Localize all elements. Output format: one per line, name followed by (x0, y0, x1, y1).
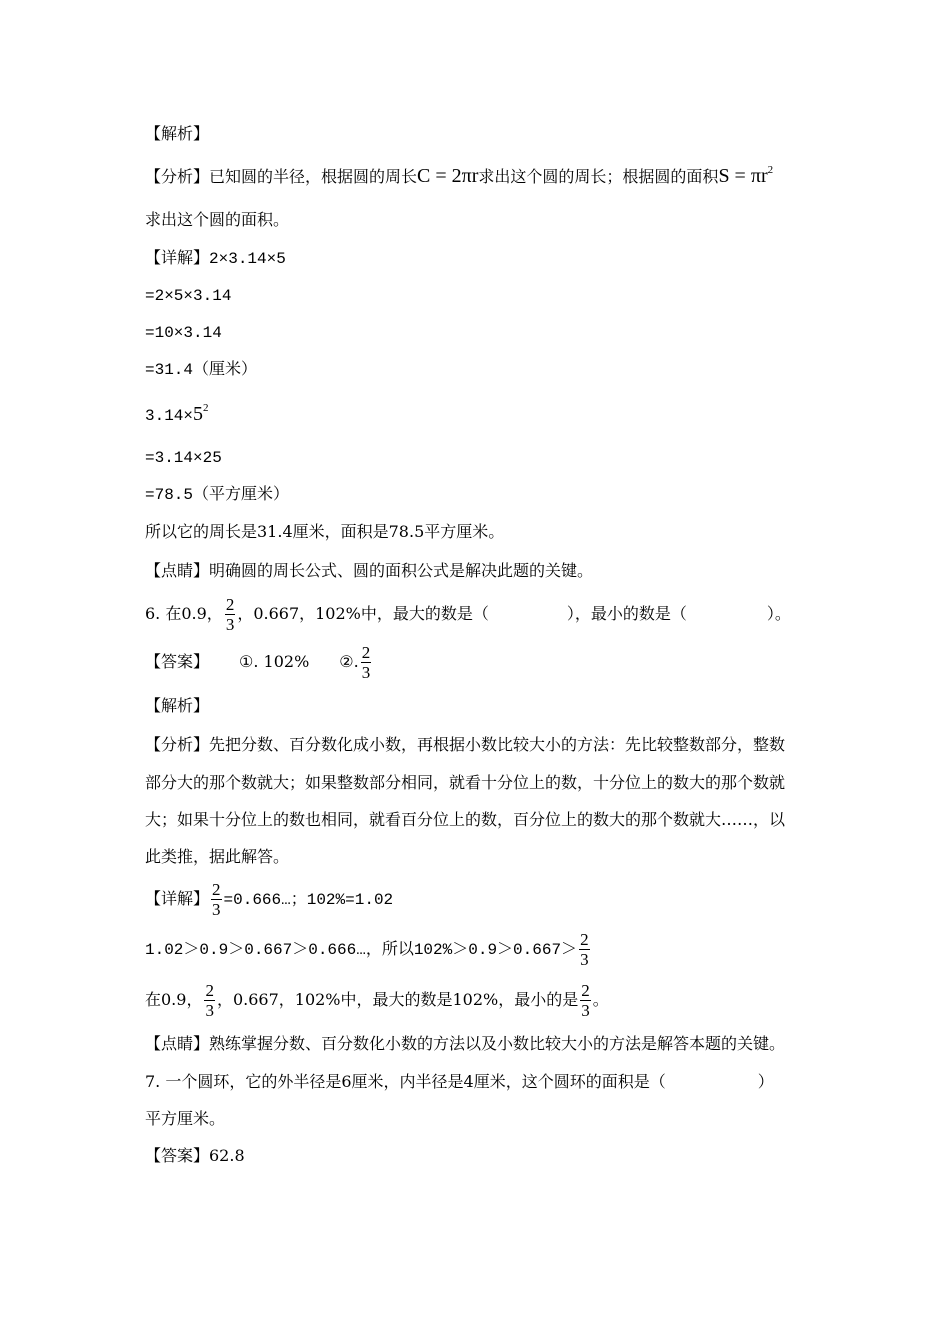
q6-prefix: 6. 在0.9， (145, 604, 223, 623)
q6-conc-2: ，0.667，102%中，最大的数是102%，最小的是 (216, 990, 579, 1009)
q6-fenxi-line-3: 大；如果十分位上的数也相同，就看百分位上的数，百分位上的数大的那个数就大……，以 (145, 810, 786, 829)
area-line (145, 404, 209, 427)
area-start: 3.14× (145, 407, 194, 425)
fenxi-text-1: 已知圆的半径，根据圆的周长 (209, 167, 418, 186)
answer-1: ①. 102% (239, 652, 310, 671)
q6-xiangjie-label: 【详解】 (145, 889, 210, 908)
jiexi-heading-5: 【解析】 (145, 124, 210, 143)
q7-answer: 【答案】62.8 (145, 1146, 245, 1165)
fenxi-label: 【分析】 (145, 167, 210, 186)
fenxi-text-2: 求出这个圆的周长；根据圆的面积 (478, 167, 719, 186)
q6-frac-den: 3 (225, 615, 235, 634)
q7-line-1b: ） (757, 1072, 774, 1091)
q6-rest-1: ，0.667，102%中，最大的数是（ (237, 604, 489, 623)
q6-frac-num: 2 (225, 595, 235, 614)
q6-fenxi-line-2: 部分大的那个数就大；如果整数部分相同，就看十分位上的数，十分位上的数大的那个数就 (145, 773, 786, 792)
q7-line-2: 平方厘米。 (145, 1109, 226, 1128)
xiangjie-label: 【详解】 (145, 248, 210, 267)
q6-xiangjie-text: =0.666…；102%=1.02 (223, 891, 394, 909)
answer-label: 【答案】 (145, 652, 210, 671)
area-formula-exponent: 2 (767, 164, 774, 176)
q6-compare-text: 1.02＞0.9＞0.667＞0.666…，所以102%＞0.9＞0.667＞ (145, 941, 578, 959)
dianjing-5: 【点睛】明确圆的周长公式、圆的面积公式是解决此题的关键。 (145, 561, 594, 580)
jiexi-heading-6: 【解析】 (145, 696, 210, 715)
question-7 (145, 1072, 774, 1092)
q6-compare-fraction: $\frac{2}{3}$ (580, 930, 589, 969)
q6-xiangjie-fraction: $\frac{2}{3}$ (212, 880, 221, 919)
fenxi-text-3: 求出这个圆的面积。 (145, 210, 290, 229)
q6-fraction (225, 595, 236, 634)
q6-fenxi-line-1: 【分析】先把分数、百分数化成小数，再根据小数比较大小的方法：先比较整数部分，整数 (145, 735, 786, 754)
q6-rest-2: ），最小的数是（ (566, 604, 687, 623)
step-1: 2×3.14×5 (209, 250, 286, 268)
area-base: 5 (193, 403, 204, 425)
q6-rest-3: ）。 (766, 604, 791, 623)
q6-xiangjie-line (145, 879, 393, 920)
q6-answer (145, 642, 373, 682)
q6-conc-3: 。 (592, 990, 609, 1009)
question-6 (145, 594, 791, 634)
step-4: =31.4（厘米） (145, 361, 258, 379)
circumference-formula: C = 2πr (417, 165, 479, 187)
answer-2: ②. (339, 652, 359, 671)
answer-fraction (361, 643, 372, 682)
area-exponent: 2 (203, 402, 209, 414)
q6-conc-fraction-2: $\frac{2}{3}$ (581, 981, 590, 1020)
q7-line-1a: 7. 一个圆环，它的外半径是6厘米，内半径是4厘米，这个圆环的面积是（ (145, 1072, 666, 1091)
answer-frac-den: 3 (361, 663, 371, 682)
q6-compare-line (145, 929, 592, 970)
conclusion-5: 所以它的周长是31.4厘米，面积是78.5平方厘米。 (145, 522, 505, 541)
fenxi-line-1 (145, 166, 773, 189)
q6-conc-1: 在0.9， (145, 990, 203, 1009)
q6-conc-fraction-1: $\frac{2}{3}$ (205, 981, 214, 1020)
area-formula: S = πr (718, 165, 768, 187)
q6-conclusion-line (145, 980, 609, 1020)
area-step-2: =78.5（平方厘米） (145, 486, 290, 504)
area-step-1: =3.14×25 (145, 449, 222, 467)
step-2: =2×5×3.14 (145, 287, 232, 305)
q6-fenxi-line-4: 此类推，据此解答。 (145, 847, 290, 866)
step-3: =10×3.14 (145, 324, 222, 342)
xiangjie-line-1 (145, 248, 286, 269)
dianjing-6: 【点睛】熟练掌握分数、百分数化小数的方法以及小数比较大小的方法是解答本题的关键。 (145, 1034, 786, 1053)
answer-frac-num: 2 (361, 643, 371, 662)
